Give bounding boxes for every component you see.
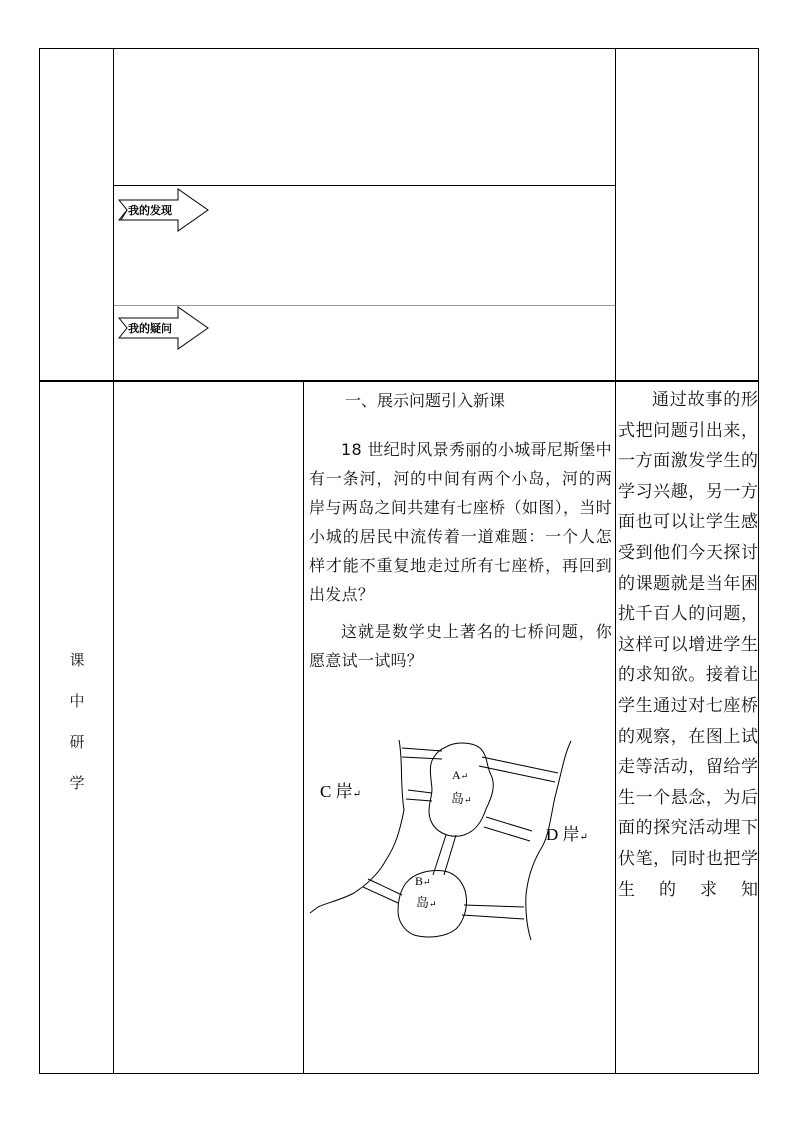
section-label-char-3: 研 xyxy=(69,733,85,751)
discovery-label: 我的发现 xyxy=(128,204,172,217)
island-a-text: 岛 xyxy=(451,791,465,806)
table-col-divider-3 xyxy=(615,48,616,1074)
table-bottom-border xyxy=(39,1073,759,1074)
lesson-heading: 一、展示问题引入新课 xyxy=(345,391,506,410)
island-a-letter-text: A xyxy=(452,768,461,782)
d-shore-label xyxy=(546,820,588,845)
island-b-text: 岛 xyxy=(416,895,430,910)
section-label-char-4: 学 xyxy=(69,774,85,792)
question-label: 我的疑问 xyxy=(128,322,172,335)
c-shore-text: C 岸 xyxy=(320,782,353,801)
island-b-letter-text: B xyxy=(415,874,424,888)
return-mark: ↵ xyxy=(464,795,472,805)
island-b-letter xyxy=(415,874,431,889)
return-mark: ↵ xyxy=(352,789,361,800)
table-left-border xyxy=(39,48,40,1074)
return-mark: ↵ xyxy=(579,832,588,843)
bridge-5 xyxy=(363,879,402,903)
table-right-border xyxy=(758,48,759,1074)
lesson-paragraph-2: 这就是数学史上著名的七桥问题，你愿意试一试吗？ xyxy=(309,622,612,670)
return-mark: ↵ xyxy=(429,899,437,909)
island-b-label xyxy=(416,892,437,911)
table-top-border xyxy=(39,48,759,49)
lesson-paragraph-1: 18 世纪时风景秀丽的小城哥尼斯堡中有一条河，河的中间有两个小岛，河的两岸与两岛之间共建有七座桥（如图），当时小城的居民中流传着一道难题：一个人怎样才能不重复地走过所有七座桥，再回到出发点？ xyxy=(309,440,612,604)
inner-divider-top xyxy=(114,185,615,186)
bridge-6 xyxy=(484,817,532,841)
lesson-body xyxy=(309,435,612,675)
d-shore-text: D 岸 xyxy=(546,825,580,844)
bridge-2 xyxy=(406,790,432,801)
section-label-char-1: 课 xyxy=(69,651,85,669)
question-tag xyxy=(118,306,210,350)
teaching-notes xyxy=(618,385,758,905)
island-a-letter xyxy=(452,768,468,783)
c-shore-label xyxy=(320,777,361,802)
table-row-divider xyxy=(39,380,759,382)
teaching-notes-text: 通过故事的形式把问题引出来，一方面激发学生的学习兴趣，另一方面也可以让学生感受到他们今天探讨的课题就是当年困扰千百人的问题，这样可以增进学生的求知欲。接着让学生通过对七座桥的观察，在图上试走等活动，留给学生一个悬念，为后面的探究活动埋下伏笔，同时也把学生的求知 xyxy=(618,390,758,900)
bridge-3 xyxy=(479,757,558,782)
section-label-char-2: 中 xyxy=(69,692,85,710)
bridge-4 xyxy=(433,835,456,875)
return-mark: ↵ xyxy=(423,877,431,887)
return-mark: ↵ xyxy=(460,771,469,781)
table-col-divider-1 xyxy=(113,48,114,1074)
table-col-divider-2 xyxy=(303,381,304,1074)
seven-bridges-map xyxy=(306,735,606,955)
c-shore-edge xyxy=(310,740,404,913)
discovery-tag xyxy=(118,188,210,232)
island-a-label xyxy=(451,788,472,807)
bridge-7 xyxy=(462,905,524,919)
